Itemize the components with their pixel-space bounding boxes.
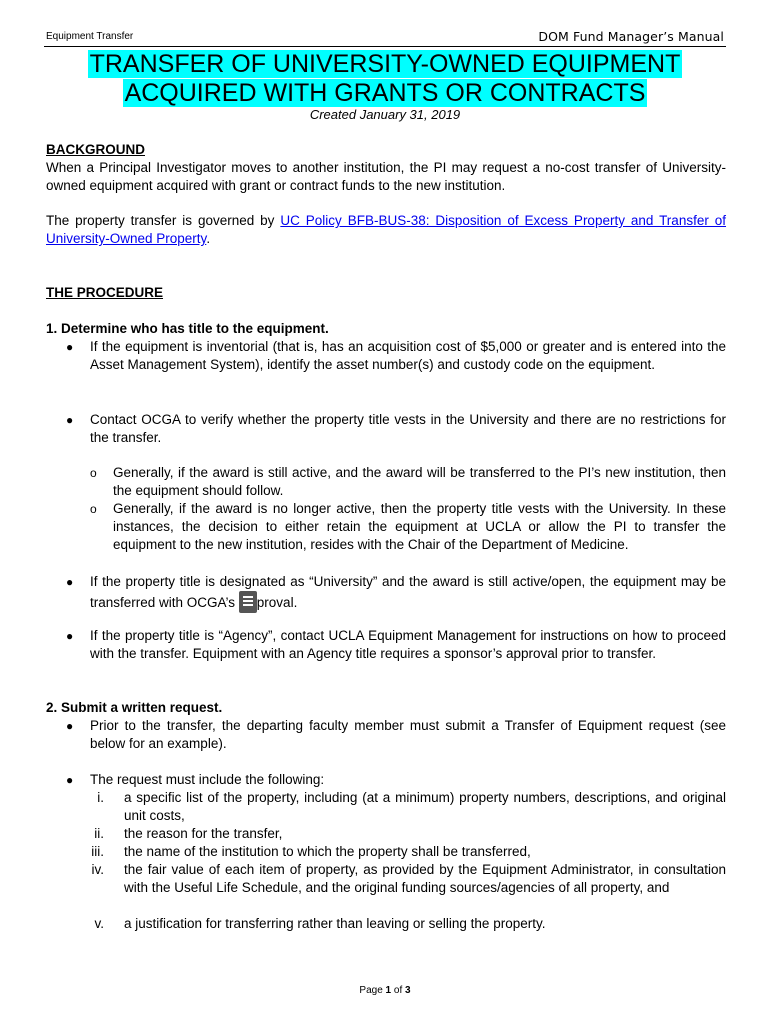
page-title	[0, 50, 770, 108]
step-1-bullet-4: ● If the property title is “Agency”, contact UCLA Equipment Management for instructions on how to proceed with the transfer. Equipment with an Agency title requires a sponsor’s approval prior to transfer.	[66, 628, 726, 661]
created-date: Created January 31, 2019	[309, 107, 461, 122]
step-1-bullet-1: ● If the equipment is inventorial (that is, has an acquisition cost of $5,000 or greater and is entered into the Asset Management System), identify the asset number(s) and custody code on the equipment.	[66, 339, 726, 372]
step-1-sub-1: o Generally, if the award is still active, and the award will be transferred to the PI’s new institution, then the equipment should follow.	[90, 465, 726, 498]
list-item: iv. the fair value of each item of property, as provided by the Equipment Administrator, in consultation with the Useful Life Schedule, and the original funding sources/agencies of all property, and	[91, 862, 726, 895]
title-line-1: TRANSFER OF UNIVERSITY-OWNED EQUIPMENT	[89, 50, 681, 78]
bullet-icon: ●	[66, 413, 74, 427]
step-2-title: 2. Submit a written request.	[46, 700, 223, 715]
circle-bullet-icon: o	[90, 466, 97, 480]
bullet-icon: ●	[66, 575, 74, 589]
step-1-bullet-3: ● If the property title is designated as “University” and the award is still active/open, the equipment may be transferred with OCGA’s proval.	[46, 573, 726, 613]
background-para-2: The property transfer is governed by UC Policy BFB-BUS-38: Disposition of Excess Property and Transfer of University-Owned Property.	[46, 213, 727, 246]
step-1-bullet-2: ● Contact OCGA to verify whether the property title vests in the University and there are no restrictions for the transfer.	[66, 412, 726, 445]
page-footer: Page 1 of 3	[359, 985, 411, 996]
background-para-1: When a Principal Investigator moves to another institution, the PI may request a no-cost transfer of University-owned equipment acquired with grant or contract funds to the new institution.	[46, 160, 726, 193]
step-1-sub-2: o Generally, if the award is no longer active, then the property title vests with the University. In these instances, the decision to either retain the equipment at UCLA or allow the PI to transfer the equipment to the new institution, resides with the Chair of the Department of Medicine.	[90, 501, 726, 552]
circle-bullet-icon: o	[90, 502, 97, 516]
list-item: v. a justification for transferring rather than leaving or selling the property.	[94, 916, 546, 931]
title-line-2: ACQUIRED WITH GRANTS OR CONTRACTS	[124, 79, 646, 107]
header-right: DOM Fund Manager’s Manual	[538, 29, 724, 44]
bullet-icon: ●	[66, 340, 74, 354]
bullet-icon: ●	[66, 773, 74, 787]
policy-link[interactable]: UC Policy BFB-BUS-38: Disposition of Excess Property and Transfer of University-Owned Property	[46, 213, 727, 246]
bullet-icon: ●	[66, 629, 74, 643]
list-item: ii. the reason for the transfer,	[94, 826, 283, 841]
list-item: i. a specific list of the property, including (at a minimum) property numbers, descriptions, and original unit costs,	[97, 790, 726, 823]
background-heading: BACKGROUND	[46, 142, 145, 157]
step-2-bullet-1: ● Prior to the transfer, the departing faculty member must submit a Transfer of Equipment request (see below for an example).	[66, 718, 726, 751]
header-left: Equipment Transfer	[46, 31, 134, 42]
header-divider	[44, 46, 726, 47]
procedure-heading: THE PROCEDURE	[46, 285, 164, 300]
bullet-icon: ●	[66, 719, 74, 733]
step-2-bullet-2: ● The request must include the following:	[66, 772, 325, 787]
step-1-title: 1. Determine who has title to the equipment.	[46, 321, 329, 336]
note-icon[interactable]	[239, 591, 257, 613]
list-item: iii. the name of the institution to which the property shall be transferred,	[91, 844, 531, 859]
